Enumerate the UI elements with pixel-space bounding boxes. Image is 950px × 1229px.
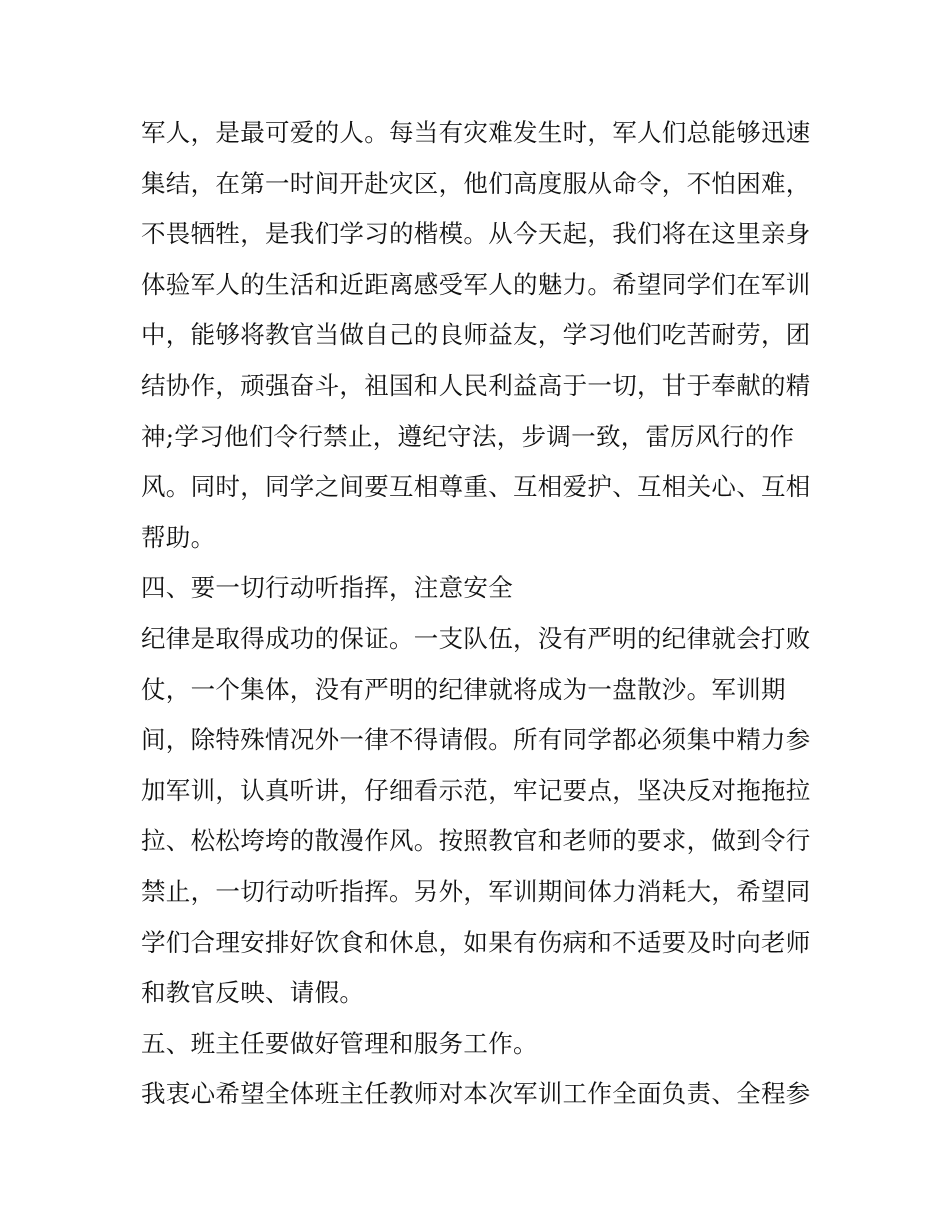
text-line: 集结，在第一时间开赴灾区，他们高度服从命令，不怕困难， (141, 168, 811, 198)
text-line: 禁止，一切行动听指挥。另外，军训期间体力消耗大，希望同 (141, 876, 811, 906)
text-line: 仗，一个集体，没有严明的纪律就将成为一盘散沙。军训期 (141, 674, 786, 704)
text-line: 军人，是最可爱的人。每当有灾难发生时，军人们总能够迅速 (141, 118, 811, 147)
text-line: 结协作，顽强奋斗，祖国和人民利益高于一切，甘于奉献的精 (141, 370, 811, 400)
text-line: 我衷心希望全体班主任教师对本次军训工作全面负责、全程参 (141, 1079, 811, 1109)
text-line: 不畏牺牲，是我们学习的楷模。从今天起，我们将在这里亲身 (141, 219, 811, 249)
section-heading: 四、要一切行动听指挥，注意安全 (141, 573, 513, 603)
body-text (141, 108, 821, 1120)
text-line: 中，能够将教官当做自己的良师益友，学习他们吃苦耐劳，团 (141, 320, 811, 350)
section-heading: 五、班主任要做好管理和服务工作。 (141, 1028, 538, 1058)
text-line: 纪律是取得成功的保证。一支队伍，没有严明的纪律就会打败 (141, 623, 811, 653)
text-line: 风。同时，同学之间要互相尊重、互相爱护、互相关心、互相 (141, 472, 811, 502)
text-line: 拉、松松垮垮的散漫作风。按照教官和老师的要求，做到令行 (141, 826, 811, 856)
text-line: 帮助。 (141, 522, 216, 552)
text-line: 和教官反映、请假。 (141, 978, 365, 1008)
text-line: 加军训，认真听讲，仔细看示范，牢记要点，坚决反对拖拖拉 (141, 775, 811, 805)
text-line: 体验军人的生活和近距离感受军人的魅力。希望同学们在军训 (141, 269, 811, 299)
text-line: 学们合理安排好饮食和休息，如果有伤病和不适要及时向老师 (141, 927, 811, 957)
text-line: 神;学习他们令行禁止，遵纪守法，步调一致，雷厉风行的作 (141, 421, 795, 451)
text-line: 间，除特殊情况外一律不得请假。所有同学都必须集中精力参 (141, 725, 811, 755)
